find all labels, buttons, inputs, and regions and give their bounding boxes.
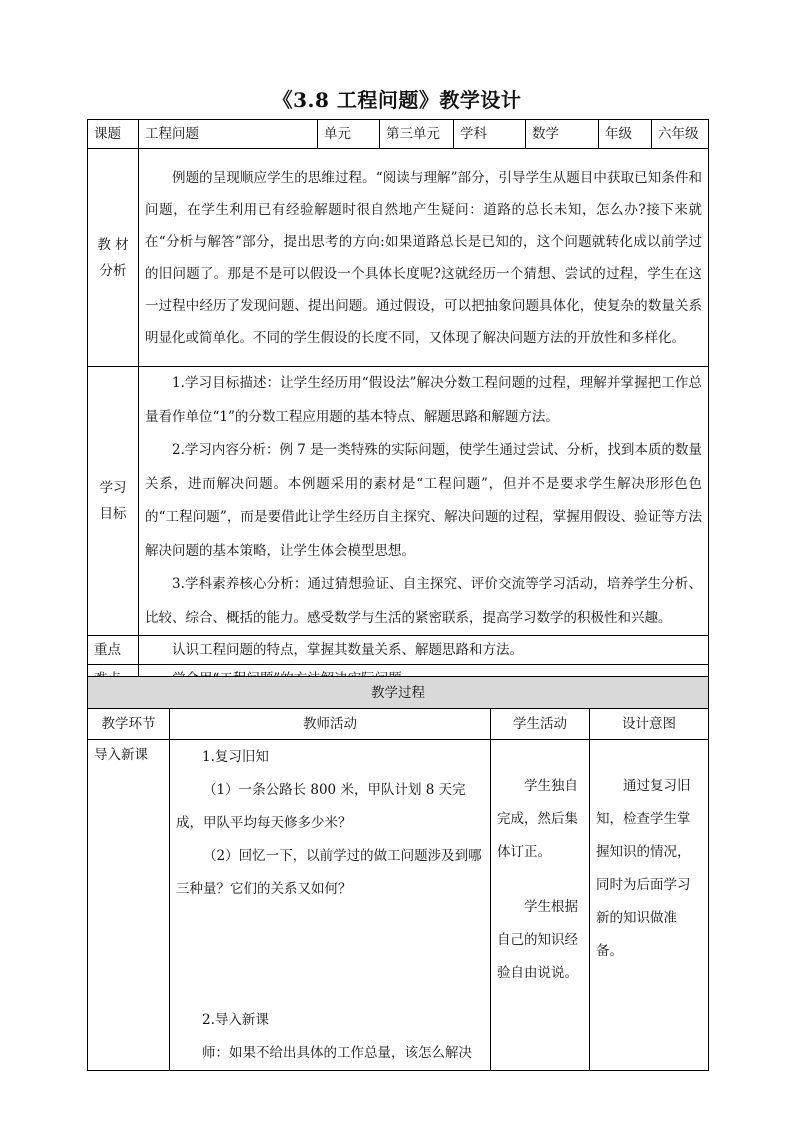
analysis-label-line1: 教 材	[97, 236, 129, 253]
objective-item: 3.学科素养核心分析：通过猜想验证、自主探究、评价交流等学习活动，培养学生分析、比较、综合、概括的能力。感受数学与生活的紧密联系，提高学习数学的积极性和兴趣。	[145, 576, 702, 626]
subject-value: 数学	[526, 120, 599, 149]
column-header: 教师活动	[170, 709, 491, 740]
analysis-label	[88, 149, 139, 367]
key-point-text: 认识工程问题的特点，掌握其数量关系、解题思路和方法。	[139, 636, 709, 665]
stage-cell: 导入新课	[88, 740, 170, 1071]
design-intent-cell	[590, 740, 709, 1071]
review-title: 1.复习旧知	[202, 749, 269, 765]
analysis-text: 例题的呈现顺应学生的思维过程。“阅读与理解”部分，引导学生从题目中获取已知条件和问题，在学生利用已有经验解题时很自然地产生疑问：道路的总长未知，怎么办?接下来就在“分析与解答”部分，提出思考的方向:如果道路总长是已知的，这个问题就转化成以前学过的旧问题了。那是不是可以假设一个具体长度呢?这就经历一个猜想、尝试的过程，学生在这一过程中经历了发现问题、提出问题。通过假设，可以把抽象问题具体化，使复杂的数量关系明显化或简单化。不同的学生假设的长度不同，又体现了解决问题方法的开放性和多样化。	[139, 149, 709, 367]
unit-value: 第三单元	[380, 120, 454, 149]
review-question-2: （2）回忆一下，以前学过的做工问题涉及到哪三种量？它们的关系又如何？	[176, 848, 482, 897]
objective-item: 2.学习内容分析：例 7 是一类特殊的实际问题，使学生通过尝试、分析，找到本质的数量关系，进而解决问题。本例题采用的素材是“工程问题”，但并不是要求学生解决形形色色的“工程问题”，而是要借此让学生经历自主探究、解决问题的过程，掌握用假设、验证等方法解决问题的基本策略，让学生体会模型思想。	[145, 442, 702, 559]
objective-item: 1.学习目标描述：让学生经历用“假设法”解决分数工程问题的过程，理解并掌握把工作总量看作单位“1”的分数工程应用题的基本特点、解题思路和解题方法。	[145, 375, 702, 425]
unit-label: 单元	[318, 120, 380, 149]
objectives-label	[88, 367, 139, 636]
column-header: 教学环节	[88, 709, 170, 740]
objectives-cell	[139, 367, 709, 636]
review-question-1: （1）一条公路长 800 米，甲队计划 8 天完成，甲队平均每天修多少米？	[176, 782, 466, 831]
column-header: 设计意图	[590, 709, 709, 740]
design-intent-text: 通过复习旧知，检查学生掌握知识的情况，同时为后面学习新的知识做准备。	[596, 778, 691, 959]
topic-label: 课题	[88, 120, 139, 149]
grade-value: 六年级	[652, 120, 709, 149]
student-activity-cell	[491, 740, 590, 1071]
lesson-info-table	[87, 119, 709, 694]
subject-label: 学科	[454, 120, 526, 149]
key-point-label: 重点	[88, 636, 139, 665]
teaching-process-table	[87, 676, 709, 1071]
intro-text: 师：如果不给出具体的工作总量，该怎么解决	[202, 1045, 472, 1061]
student-activity-2: 学生根据自己的知识经验自由说说。	[497, 899, 578, 981]
page-title: 《3.8 工程问题》教学设计	[272, 88, 522, 112]
column-header: 学生活动	[491, 709, 590, 740]
objectives-label-line1: 学习	[99, 480, 127, 496]
grade-label: 年级	[599, 120, 652, 149]
objectives-label-line2: 目标	[99, 506, 127, 522]
analysis-label-line2: 分析	[99, 262, 127, 279]
intro-title: 2.导入新课	[202, 1012, 269, 1028]
topic-value: 工程问题	[139, 120, 318, 149]
teacher-activity-cell	[170, 740, 491, 1071]
student-activity-1: 学生独自完成，然后集体订正。	[497, 778, 578, 860]
process-heading: 教学过程	[88, 677, 709, 709]
